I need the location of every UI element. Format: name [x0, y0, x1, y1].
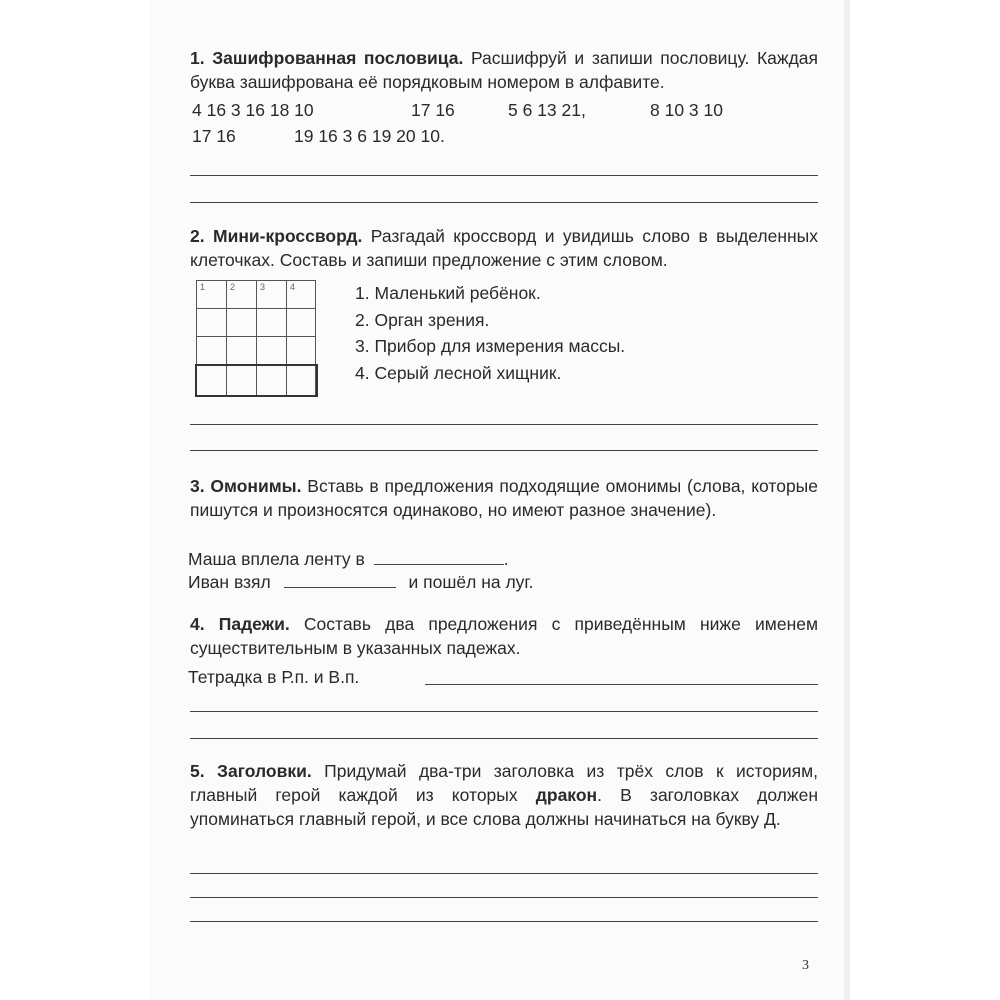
crossword-cell[interactable]	[286, 280, 316, 309]
crossword-cell[interactable]	[226, 280, 257, 309]
task-4-heading: 4. Падежи.	[190, 614, 290, 634]
task-3	[190, 474, 818, 522]
cell-number: 4	[290, 282, 296, 292]
task-5-text-before: Придумай два-три заголовка из трёх слов к историям, главный герой каждой из которых	[190, 761, 818, 805]
answer-line[interactable]	[190, 175, 818, 176]
answer-line[interactable]	[190, 424, 818, 425]
sentence-1-end: .	[503, 549, 509, 569]
cipher-word: 17 16	[411, 100, 455, 120]
answer-line[interactable]	[190, 921, 818, 922]
sentence-2-start: Иван взял	[188, 572, 271, 592]
clue: 2. Орган зрения.	[355, 309, 490, 330]
clue: 4. Серый лесной хищник.	[355, 362, 562, 383]
task-3-heading: 3. Омонимы.	[190, 476, 302, 496]
task-5	[190, 759, 818, 831]
crossword-cell[interactable]	[196, 280, 227, 309]
cell-number: 1	[200, 282, 206, 292]
blank-field[interactable]	[284, 571, 396, 588]
sentence-2	[188, 571, 534, 593]
answer-line[interactable]	[190, 450, 818, 451]
task-5-bold-word: дракон	[535, 785, 598, 805]
sentence-1-text: Маша вплела ленту в	[188, 549, 365, 569]
crossword-cell[interactable]	[256, 308, 287, 337]
task-4-text: Составь два предложения с приведённым ниже именем существительным в указанных падежах.	[190, 614, 818, 658]
blank-field[interactable]	[374, 548, 504, 565]
case-prompt: Тетрадка в Р.п. и В.п.	[188, 667, 360, 687]
task-5-heading: 5. Заголовки.	[190, 761, 312, 781]
crossword-clues	[355, 280, 625, 386]
clue: 3. Прибор для измерения массы.	[355, 336, 626, 356]
cipher-word: 17 16	[192, 126, 236, 146]
crossword-cell[interactable]	[256, 336, 287, 366]
crossword-cell[interactable]	[286, 336, 316, 366]
sentence-1	[188, 548, 509, 570]
highlighted-row	[195, 364, 318, 397]
task-2-heading: 2. Мини-кроссворд.	[190, 226, 363, 246]
sentence-2-end: и пошёл на луг.	[408, 572, 534, 592]
answer-line[interactable]	[190, 711, 818, 712]
answer-line[interactable]	[190, 897, 818, 898]
cell-number: 2	[230, 282, 236, 292]
answer-line[interactable]	[425, 684, 818, 685]
task-1-heading: 1. Зашифрованная пословица.	[190, 48, 464, 68]
cipher-word: 19 16 3 6 19 20 10.	[294, 126, 445, 146]
crossword-cell[interactable]	[196, 308, 227, 337]
clue: 1. Маленький ребёнок.	[355, 283, 541, 303]
crossword-cell[interactable]	[286, 308, 316, 337]
crossword-cell[interactable]	[226, 308, 257, 337]
task-5-text-after: . В заголовках должен упоминаться главный герой, и все слова должны начинаться на букву Д.	[190, 785, 818, 829]
answer-line[interactable]	[190, 738, 818, 739]
crossword-cell[interactable]	[226, 336, 257, 366]
crossword-grid	[196, 280, 316, 398]
task-1-text: Расшифруй и запиши пословицу. Каждая буква зашифрована её порядковым номером в алфавите.	[190, 48, 818, 92]
task-1	[190, 46, 818, 94]
task-4	[190, 612, 818, 660]
crossword-cell[interactable]	[256, 280, 287, 309]
task-2-text: Разгадай кроссворд и увидишь слово в выделенных клеточках. Составь и запиши предложение с этим словом.	[190, 226, 818, 270]
cell-number: 3	[260, 282, 266, 292]
task-3-text: Вставь в предложения подходящие омонимы (слова, которые пишутся и произносятся одинаково, но имеют разное значение).	[190, 476, 818, 520]
answer-line[interactable]	[190, 202, 818, 203]
crossword-cell[interactable]	[196, 336, 227, 366]
cipher-word: 5 6 13 21,	[508, 100, 586, 120]
task-2	[190, 224, 818, 272]
answer-line[interactable]	[190, 873, 818, 874]
page-number: 3	[802, 958, 809, 973]
cipher-word: 8 10 3 10	[650, 100, 723, 120]
cipher-word: 4 16 3 16 18 10	[192, 100, 314, 120]
